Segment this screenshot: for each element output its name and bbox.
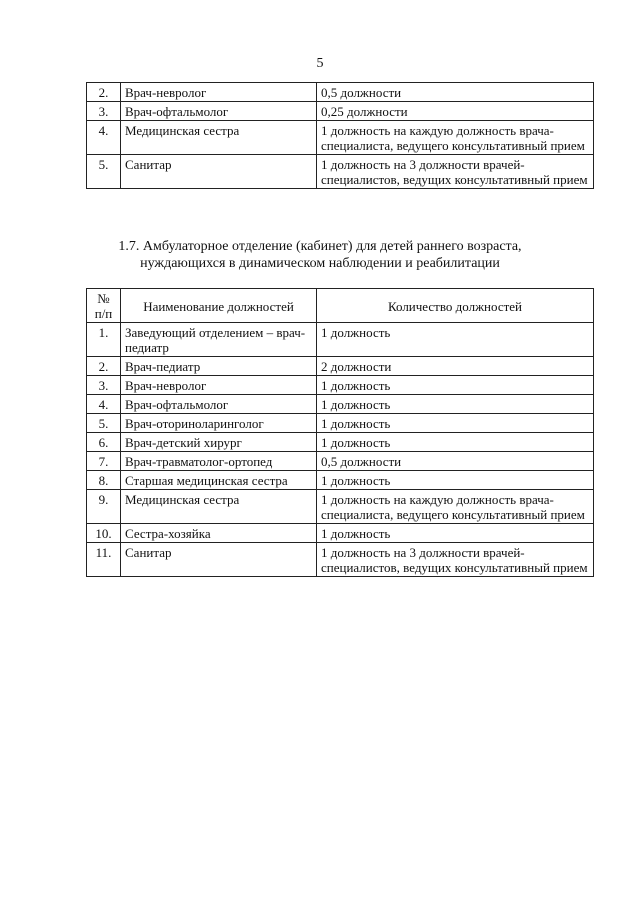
table-row (87, 395, 594, 414)
position-quantity: 1 должность на 3 должности врачей-специалистов, ведущих консультативный прием (317, 543, 594, 577)
row-number: 7. (87, 452, 121, 471)
position-name: Врач-офтальмолог (121, 102, 317, 121)
row-number: 5. (87, 414, 121, 433)
position-quantity: 2 должности (317, 357, 594, 376)
row-number: 4. (87, 395, 121, 414)
row-number: 10. (87, 524, 121, 543)
row-number: 3. (87, 102, 121, 121)
position-quantity: 1 должность (317, 323, 594, 357)
position-quantity: 1 должность на каждую должность врача-специалиста, ведущего консультативный прием (317, 490, 594, 524)
row-number: 1. (87, 323, 121, 357)
table-row (87, 524, 594, 543)
section-heading-line-2: нуждающихся в динамическом наблюдении и реабилитации (140, 256, 500, 271)
page-number: 5 (316, 56, 324, 71)
row-number: 4. (87, 121, 121, 155)
table-row (87, 121, 594, 155)
row-number: 6. (87, 433, 121, 452)
table-row (87, 452, 594, 471)
position-quantity: 1 должность (317, 524, 594, 543)
position-name: Врач-травматолог-ортопед (121, 452, 317, 471)
header-position-quantity: Количество должностей (317, 289, 594, 323)
position-name: Врач-оториноларинголог (121, 414, 317, 433)
position-quantity: 1 должность (317, 376, 594, 395)
position-name: Врач-невролог (121, 83, 317, 102)
row-number: 9. (87, 490, 121, 524)
table-header-row (87, 289, 594, 323)
position-quantity: 0,5 должности (317, 83, 594, 102)
position-name: Врач-педиатр (121, 357, 317, 376)
position-quantity: 1 должность (317, 471, 594, 490)
position-quantity: 1 должность (317, 395, 594, 414)
position-name: Санитар (121, 155, 317, 189)
position-name: Санитар (121, 543, 317, 577)
table-row (87, 471, 594, 490)
row-number: 11. (87, 543, 121, 577)
position-quantity: 0,5 должности (317, 452, 594, 471)
table-row (87, 414, 594, 433)
position-name: Медицинская сестра (121, 121, 317, 155)
position-quantity: 1 должность на каждую должность врача-специалиста, ведущего консультативный прием (317, 121, 594, 155)
staff-table (86, 288, 594, 577)
table-row (87, 490, 594, 524)
position-name: Врач-офтальмолог (121, 395, 317, 414)
table-row (87, 376, 594, 395)
table-row (87, 102, 594, 121)
position-name: Старшая медицинская сестра (121, 471, 317, 490)
row-number: 3. (87, 376, 121, 395)
position-quantity: 1 должность (317, 414, 594, 433)
table-row (87, 323, 594, 357)
row-number: 2. (87, 83, 121, 102)
table-row (87, 543, 594, 577)
position-name: Медицинская сестра (121, 490, 317, 524)
row-number: 2. (87, 357, 121, 376)
position-name: Врач-детский хирург (121, 433, 317, 452)
table-row (87, 357, 594, 376)
row-number: 5. (87, 155, 121, 189)
header-number: № п/п (87, 289, 121, 323)
position-quantity: 0,25 должности (317, 102, 594, 121)
header-position-name: Наименование должностей (121, 289, 317, 323)
position-quantity: 1 должность (317, 433, 594, 452)
table-row (87, 433, 594, 452)
position-name: Сестра-хозяйка (121, 524, 317, 543)
section-heading (0, 238, 640, 272)
table-row (87, 155, 594, 189)
position-name: Врач-невролог (121, 376, 317, 395)
section-heading-line-1: 1.7. Амбулаторное отделение (кабинет) для детей раннего возраста, (118, 239, 522, 254)
position-name: Заведующий отделением – врач-педиатр (121, 323, 317, 357)
row-number: 8. (87, 471, 121, 490)
staff-table-continued (86, 82, 594, 189)
position-quantity: 1 должность на 3 должности врачей-специалистов, ведущих консультативный прием (317, 155, 594, 189)
table-row (87, 83, 594, 102)
